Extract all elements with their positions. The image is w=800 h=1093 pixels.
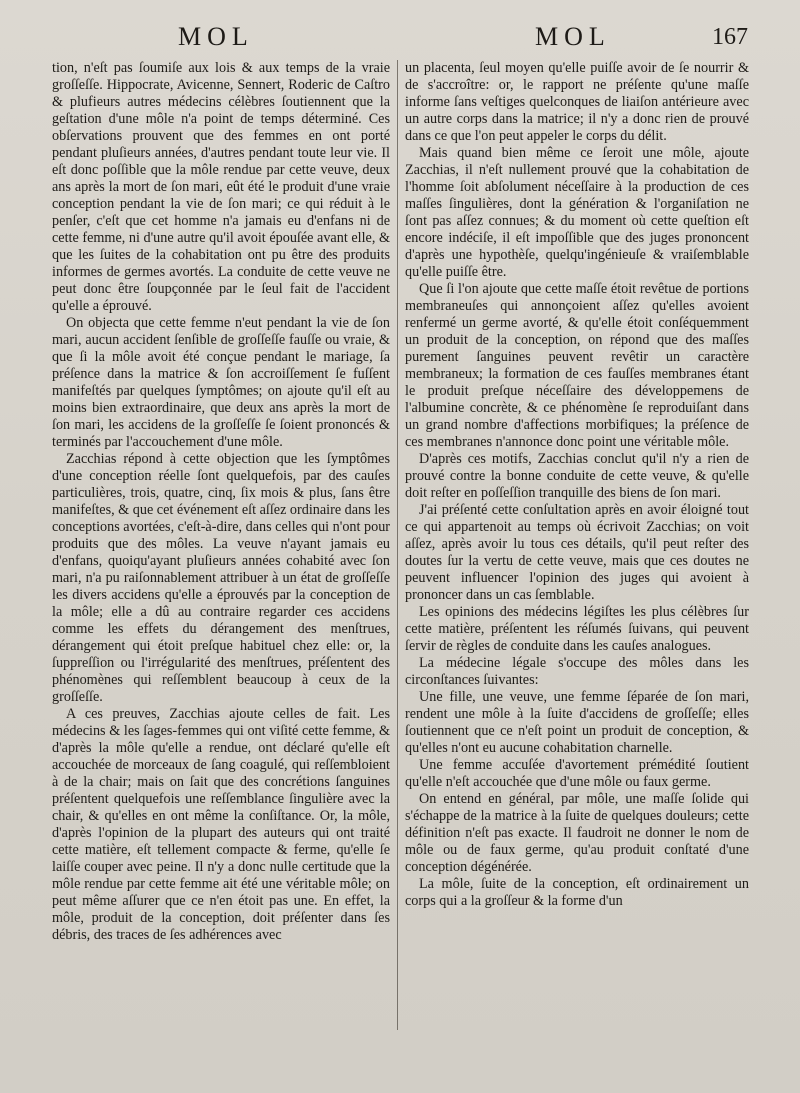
paragraph: A ces preuves, Zacchias ajoute celles de fait. Les médecins & les ſages-femmes qui ont viſité cette femme, & d'après la môle qu'elle a rendue, ont déclaré qu'elle eſt accouchée de morceaux de ſang coagulé, qui reſſembloient à de la chair; mais on ſait que des concrétions ſanguines préſentent quelquefois une reſſemblance ſingulière avec la chair, & qu'elles en ont même la conſiſtance. Or, la môle, d'après l'opinion de la plupart des auteurs qui ont traité cette matière, eſt tellement compacte & ferme, qu'elle ſe laiſſe couper avec peine. Il n'y a donc nulle certitude que la môle rendue par cette femme ait été une véritable môle; on peut même aſſurer que ce n'en étoit pas une. En effet, la môle, produit de la conception, doit préſenter dans ſes débris, des traces de ſes adhérences avec: [52, 706, 390, 943]
running-header: [0, 22, 800, 56]
paragraph: Zacchias répond à cette objection que les ſymptômes d'une conception réelle ſont quelquefois, par des cauſes particulières, trois, quatre, cinq, ſix mois & plus, ſans être manifeſtes, & que cet événement eſt aſſez ordinaire dans les conceptions avortées, c'eſt-à-dire, dans celles qui n'ont pour produits que des môles. La veuve n'ayant jamais eu d'enfans, quoiqu'ayant pluſieurs années cohabité avec ſon mari, n'a pu raiſonnablement attribuer à un état de groſſeſſe les divers accidens qu'elle a éprouvés par la conception de la môle; elle a dû au contraire regarder ces accidens comme les effets du dérangement des menſtrues, dérangement qui étoit preſque habituel chez elle: or, la ſuppreſſion ou l'irrégularité des menſtrues, préſentent des phénomènes qui reſſemblent beaucoup à ceux de la groſſeſſe.: [52, 451, 391, 705]
paragraph: Que ſi l'on ajoute que cette maſſe étoit revêtue de portions membraneuſes qui annonçoient aſſez qu'elles avoient renfermé un germe avorté, & qu'elle étoit conſéquemment un produit de la conception, on répond que des maſſes purement ſanguines peuvent revêtir un caractère membraneux; la formation de ces fauſſes membranes étant le produit preſque néceſſaire des développemens de l'albumine concrète, & ce phénomène ſe reproduiſant dans un grand nombre d'affections morbifiques; la préſence de ces membranes n'annonce donc point une véritable môle.: [405, 281, 749, 450]
paragraph: Les opinions des médecins légiſtes les plus célèbres ſur cette matière, préſentent les réſumés ſuivans, qui peuvent ſervir de règles de conduite dans les cauſes analogues.: [405, 604, 749, 654]
header-left-word: MOL: [178, 22, 254, 51]
paragraph: un placenta, ſeul moyen qu'elle puiſſe avoir de ſe nourrir & de s'accroître: or, le rapport ne préſente qu'une maſſe informe ſans veſtiges quelconques de liaiſon antérieure avec un autre corps dans la matrice; il n'y a donc rien de prouvé dans ce que l'on peut appeler le corps du délit.: [405, 60, 749, 144]
page-number: 167: [712, 24, 748, 50]
paragraph: La môle, ſuite de la conception, eſt ordinairement un corps qui a la groſſeur & la forme d'un: [405, 876, 749, 909]
right-column: [405, 60, 749, 910]
paragraph: La médecine légale s'occupe des môles dans les circonſtances ſuivantes:: [405, 655, 749, 688]
paragraph: tion, n'eſt pas ſoumiſe aux lois & aux temps de la vraie groſſeſſe. Hippocrate, Avicenne, Sennert, Roderic de Caſtro & plufieurs autres médecins célèbres ſoutiennent que la geſtation d'une môle n'a point de temps déterminé. Ces obſervations prouvent que des femmes en ont porté pendant pluſieurs années, d'autres pendant toute leur vie. Il eſt donc poſſible que la môle rendue par cette veuve, deux ans après la mort de ſon mari, eût été le produit d'une vraie conception pendant la vie de ſon mari; ce qui réduit à le penſer, c'eſt que cet homme n'a jamais eu d'enfans ni de cette femme, ni d'une autre qu'il avoit épouſée avant elle, & que les ſuites de la cohabitation ont pu être des produits informes de germes avortés. La conduite de cette veuve ne peut donc être ſoupçonnée par le ſeul fait de l'accident qu'elle a éprouvé.: [52, 60, 390, 314]
paragraph: On objecta que cette femme n'eut pendant la vie de ſon mari, aucun accident ſenſible de groſſeſſe fauſſe ou vraie, & que ſi la môle avoit été conçue pendant le mariage, ſa préſence dans la matrice & ſon accroiſſement ſe fuſſent manifeſtés par quelques ſymptômes; on ajoute qu'il eſt au moins bien extraordinaire, que deux ans après la mort de ſon mari, les accidens de la groſſeſſe ſe ſoient prononcés & terminés par l'accouchement d'une môle.: [52, 315, 390, 450]
paragraph: On entend en général, par môle, une maſſe ſolide qui s'échappe de la matrice à la ſuite de quelques douleurs; cette définition n'eſt pas exacte. Il faudroit ne donner le nom de môle ou de faux germe, qu'au produit conſtaté d'une conception dégénérée.: [405, 791, 749, 875]
left-column: [52, 60, 390, 944]
paragraph: Mais quand bien même ce ſeroit une môle, ajoute Zacchias, il n'eſt nullement prouvé que la cohabitation de l'homme ſoit abſolument néceſſaire à la production de ces maſſes ſingulières, dont la génération & l'organiſation ne ſont pas aſſez connues; & du moment où cette queſtion eſt encore indéciſe, il eſt impoſſible que des juges prononcent d'après une hypothèſe, quelqu'ingénieuſe & vraiſemblable qu'elle puiſſe être.: [405, 145, 749, 280]
paragraph: Une femme accuſée d'avortement prémédité ſoutient qu'elle n'eſt accouchée que d'une môle ou faux germe.: [405, 757, 749, 790]
paragraph: J'ai préſenté cette conſultation après en avoir éloigné tout ce qui appartenoit au temps où écrivoit Zacchias; on voit aſſez, après avoir lu tous ces détails, qu'il peut reſter des doutes ſur la vertu de cette veuve, mais que ces doutes ne peuvent influencer l'opinion des juges qui avoient à prononcer dans un cas ſemblable.: [405, 502, 749, 603]
header-right-word: MOL: [535, 22, 611, 51]
paragraph: Une fille, une veuve, une femme ſéparée de ſon mari, rendent une môle à la ſuite d'accidens de groſſeſſe; elles ſoutiennent que ce n'eſt point un produit de conception, & qu'elles n'ont eu aucune cohabitation charnelle.: [405, 689, 749, 756]
paragraph: D'après ces motifs, Zacchias conclut qu'il n'y a rien de prouvé contre la bonne conduite de cette veuve, & qu'elle doit reſter en poſſeſſion tranquille des biens de ſon mari.: [405, 451, 749, 501]
column-divider: [397, 60, 398, 1030]
